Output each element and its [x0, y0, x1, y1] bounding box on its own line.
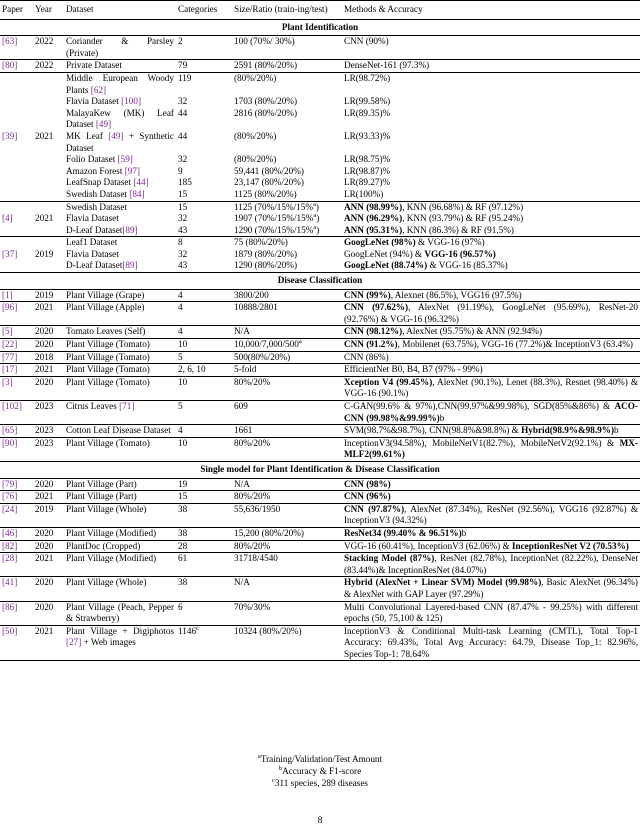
- cell-dataset: Plant Village (Grape): [66, 289, 145, 300]
- cell-paper: [63]: [2, 36, 18, 47]
- cell-methods: CNN (97.87%), AlexNet (87.34%), ResNet (92.56%), VGG16 (92.87%) & InceptionV3 (94.32%): [342, 503, 640, 527]
- table-row: [0, 201, 640, 213]
- table-row: [0, 249, 640, 261]
- cell-categories: 10: [176, 437, 232, 461]
- cell-year: 2020: [33, 339, 64, 352]
- cell-methods: LR(98.75)%: [344, 154, 391, 165]
- cell-size: 70%/30%: [232, 601, 342, 625]
- cell-year: 2020: [33, 577, 64, 601]
- cell-methods: C-GAN(99.6% & 97%),CNN(99.97%&99.98%), SGD(85%&86%) & ACO-CNN (99.98%&99.99%)b: [342, 401, 640, 425]
- cell-year: 2022: [33, 60, 64, 73]
- cell-size: 80%/20%: [232, 437, 342, 461]
- cell-paper: [102]: [0, 401, 33, 425]
- cell-year: 2023: [33, 425, 64, 438]
- cell-paper: [80]: [0, 60, 33, 73]
- cell-categories: 185: [178, 177, 192, 188]
- cell-dataset: Plant Village (Whole): [64, 503, 176, 527]
- cell-categories: 5: [176, 351, 232, 364]
- table-row: [0, 260, 640, 272]
- cell-size: 75 (80%/20%): [232, 237, 342, 249]
- cell-dataset: Plant Village (Tomato): [64, 376, 176, 400]
- header-categories: Categories: [178, 4, 218, 14]
- cell-categories: 44: [178, 107, 188, 118]
- cell-size: 2816 (80%/20%): [234, 107, 298, 118]
- cell-categories: 2: [178, 36, 183, 47]
- cell-size: 23,147 (80%/20%): [234, 177, 304, 188]
- cell-year: 2021: [33, 625, 64, 661]
- cell-dataset: D-Leaf Dataset[89]: [66, 224, 138, 235]
- cell-size: 15,200 (80%/20%): [232, 527, 342, 540]
- cell-size: (80%/20%): [234, 130, 277, 141]
- cell-categories: 15: [176, 201, 232, 213]
- cell-categories: 15: [178, 188, 188, 199]
- cell-size: 1290 (80%/20%): [234, 260, 298, 271]
- cell-size: 1125 (80%/20%): [234, 188, 297, 199]
- cell-paper: [90]: [0, 437, 33, 461]
- table-row: [0, 237, 640, 249]
- cell-categories: 9: [178, 165, 183, 176]
- table-row: [0, 478, 640, 491]
- header-paper: Paper: [2, 4, 23, 14]
- table-row: [0, 527, 640, 540]
- cell-methods: InceptionV3 & Conditional Multi-task Learning (CMTL), Total Top-1 Accuracy: 69.43%, Total Avg Accuracy: 64.79, Disease Top_1: 82.96%, Species Top-1: 78.64%: [342, 625, 640, 661]
- cell-methods: GoogLeNet (94%) & VGG-16 (96.57%): [344, 248, 496, 259]
- cell-categories: 4: [176, 425, 232, 438]
- table-row: [0, 131, 640, 154]
- cell-categories: 119: [176, 72, 232, 96]
- footnote-a: $^a$Training/Validation/Test Amount: [257, 752, 383, 764]
- cell-dataset: Plant Village (Part): [66, 478, 137, 489]
- cell-paper: [50]: [0, 625, 33, 661]
- cell-categories: 38: [176, 503, 232, 527]
- table-row: [0, 339, 640, 352]
- cell-categories: 6: [176, 601, 232, 625]
- cell-categories: 38: [176, 577, 232, 601]
- table-row: [0, 401, 640, 425]
- cell-methods: SVM(98.7%&98.7%), CNN(98.8%&98.8%) & Hybrid(98.9%&98.9%)b: [342, 425, 640, 438]
- cell-methods: LR(89.35)%: [344, 107, 391, 118]
- cell-dataset: PlantDoc (Cropped): [64, 540, 176, 553]
- footnote-c: $^c$311 species, 289 diseases: [272, 777, 368, 789]
- table-row: [0, 72, 640, 96]
- cell-categories: 32: [178, 96, 188, 107]
- cell-categories: 38: [176, 527, 232, 540]
- cell-methods: LR(93.33)%: [344, 130, 391, 141]
- cell-dataset: Citrus Leaves [71]: [64, 401, 176, 425]
- cell-categories: 4: [176, 326, 232, 339]
- cell-size: 59,441 (80%/20%): [234, 165, 304, 176]
- cell-dataset: Plant Village (Peach, Pepper & Strawberry): [64, 601, 176, 625]
- cell-methods: LR(98.87)%: [344, 165, 391, 176]
- cell-methods: Hybrid (AlexNet + Linear SVM) Model (99.98%), Basic AlexNet (96.34%) & AlexNet with GAP Layer (97.29%): [342, 577, 640, 601]
- cell-methods: CNN (99%), Alexnet (86.5%), VGG16 (97.5%): [344, 289, 522, 300]
- cell-year: 2019: [35, 289, 54, 300]
- cell-categories: 10: [176, 339, 232, 352]
- cell-year: 2020: [35, 478, 54, 489]
- cell-methods: ANN (95.31%), KNN (86.3%) & RF (91.5%): [344, 224, 514, 235]
- section-title: Single model for Plant Identification & Disease Classification: [0, 461, 640, 478]
- cell-size: 80%/20%: [232, 540, 342, 553]
- cell-dataset: Plant Village (Tomato): [64, 364, 176, 377]
- table-row: [0, 601, 640, 625]
- table-row: [0, 289, 640, 302]
- section-header-row: [0, 273, 640, 290]
- table-row: [0, 503, 640, 527]
- footnote-b: $^b$Accuracy & F1-score: [278, 765, 362, 777]
- cell-methods: ResNet34 (99.40% & 96.51%)b: [342, 527, 640, 540]
- cell-size: 80%/20%: [232, 491, 342, 504]
- cell-year: [33, 96, 64, 108]
- cell-size: 100 (70%/ 30%): [234, 36, 295, 47]
- cell-size: 80%/20%: [232, 376, 342, 400]
- cell-year: [33, 166, 64, 178]
- cell-paper: [76]: [0, 491, 33, 504]
- table-row: [0, 491, 640, 504]
- page-number: 8: [317, 815, 323, 825]
- cell-year: 2021: [33, 491, 64, 504]
- cell-paper: [82]: [0, 540, 33, 553]
- cell-categories: 43: [178, 260, 188, 271]
- cell-paper: [0, 189, 33, 201]
- table-row: [0, 302, 640, 326]
- cell-methods: CNN (90%): [344, 36, 389, 47]
- cell-year: 2023: [33, 437, 64, 461]
- table-row: [0, 326, 640, 339]
- table-row: [0, 189, 640, 201]
- cell-categories: 2, 6, 10: [176, 364, 232, 377]
- cell-dataset: Plant Village (Tomato): [64, 339, 176, 352]
- cell-size: (80%/20%): [232, 72, 342, 96]
- cell-paper: [77]: [0, 351, 33, 364]
- cell-paper: [28]: [0, 553, 33, 577]
- cell-paper: [39]: [2, 130, 18, 141]
- cell-dataset: MalayaKew (MK) Leaf Dataset [49]: [66, 107, 174, 130]
- cell-categories: 44: [178, 130, 188, 141]
- cell-categories: 79: [176, 60, 232, 73]
- cell-dataset: Leaf1 Dataset: [64, 237, 176, 249]
- cell-dataset: Flavia Dataset: [66, 213, 119, 224]
- cell-paper: [0, 237, 33, 249]
- cell-size: 2591 (80%/20%): [232, 60, 342, 73]
- cell-methods: LR(98.72%): [342, 72, 640, 96]
- cell-dataset: Plant Village (Apple): [64, 302, 176, 326]
- cell-size: 1290 (70%/15%/15%$^a$): [234, 223, 320, 235]
- cell-dataset: Private Dataset: [64, 60, 176, 73]
- cell-year: [33, 154, 64, 166]
- cell-methods: CNN (96%): [342, 491, 640, 504]
- cell-year: 2021: [35, 130, 54, 141]
- cell-size: 10,000/7,000/500$^a$: [232, 339, 342, 352]
- cell-paper: [37]: [2, 248, 18, 259]
- table-body: [0, 19, 640, 661]
- cell-dataset: Tomato Leaves (Self): [64, 326, 176, 339]
- cell-categories: 32: [178, 213, 188, 224]
- cell-size: 3800/200: [234, 289, 269, 300]
- cell-methods: LR(89.27)%: [344, 177, 391, 188]
- cell-dataset: Plant Village (Modified): [64, 527, 176, 540]
- cell-methods: CNN (97.62%), AlexNet (91.19%), GoogLeNet (95.69%), ResNet-20 (92.76%) & VGG-16 (96.32%): [342, 302, 640, 326]
- cell-methods: EfficientNet B0, B4, B7 (97% - 99%): [342, 364, 640, 377]
- cell-paper: [46]: [0, 527, 33, 540]
- table-row: [0, 376, 640, 400]
- cell-paper: [24]: [0, 503, 33, 527]
- table-row: [0, 351, 640, 364]
- cell-categories: 5: [176, 401, 232, 425]
- cell-categories: 10: [176, 376, 232, 400]
- table-header-row: [0, 1, 640, 20]
- table-row: [0, 225, 640, 237]
- cell-year: 2019: [35, 248, 54, 259]
- cell-year: [33, 189, 64, 201]
- cell-paper: [0, 225, 33, 237]
- cell-size: 10324 (80%/20%): [232, 625, 342, 661]
- cell-paper: [3]: [0, 376, 33, 400]
- cell-size: 1661: [232, 425, 342, 438]
- cell-year: 2021: [33, 302, 64, 326]
- section-header-row: [0, 19, 640, 36]
- cell-paper: [17]: [0, 364, 33, 377]
- cell-dataset: Swedish Dataset [84]: [66, 188, 145, 199]
- cell-size: (80%/20%): [234, 154, 277, 165]
- header-year: Year: [35, 4, 52, 14]
- section-header-row: [0, 461, 640, 478]
- cell-methods: ANN (98.99%), KNN (96.68%) & RF (97.12%): [342, 201, 640, 213]
- footnotes: [0, 753, 640, 790]
- table-row: [0, 425, 640, 438]
- cell-categories: 1146$^c$: [176, 625, 232, 661]
- cell-paper: [0, 166, 33, 178]
- cell-size: 609: [232, 401, 342, 425]
- cell-paper: [1]: [2, 289, 13, 300]
- cell-paper: [65]: [0, 425, 33, 438]
- cell-year: 2023: [33, 401, 64, 425]
- cell-paper: [0, 108, 33, 131]
- cell-paper: [0, 260, 33, 272]
- cell-size: 31718/4540: [232, 553, 342, 577]
- cell-size: N/A: [232, 577, 342, 601]
- cell-methods: GoogLeNet (88.74%) & VGG-16 (85.37%): [344, 260, 508, 271]
- cell-year: 2020: [33, 540, 64, 553]
- cell-year: [33, 237, 64, 249]
- cell-year: 2020: [33, 527, 64, 540]
- header-dataset: Dataset: [66, 4, 94, 14]
- cell-size: 1879 (80%/20%): [234, 248, 298, 259]
- cell-year: 2018: [33, 351, 64, 364]
- cell-size: N/A: [232, 326, 342, 339]
- cell-methods: CNN (98.12%), AlexNet (95.75%) & ANN (92.94%): [342, 326, 640, 339]
- cell-size: 1703 (80%/20%): [234, 96, 298, 107]
- table-row: [0, 437, 640, 461]
- table-row: [0, 213, 640, 225]
- cell-year: 2020: [33, 326, 64, 339]
- cell-dataset: Middle European Woody Plants [62]: [66, 72, 174, 95]
- cell-paper: [0, 72, 33, 96]
- cell-dataset: Coriander & Parsley (Private): [66, 36, 174, 58]
- cell-methods: InceptionV3(94.58%), MobileNetV1(82.7%), MobileNetV2(92.1%) & MX-MLF2(99.61%): [342, 437, 640, 461]
- table-row: [0, 577, 640, 601]
- table-row: [0, 108, 640, 131]
- cell-categories: 4: [178, 289, 183, 300]
- cell-methods: GoogLeNet (98%) & VGG-16 (97%): [342, 237, 640, 249]
- cell-methods: Xception V4 (99.45%), AlexNet (90.1%), Lenet (88.3%), Resnet (98.40%) & VGG-16 (90.1%): [342, 376, 640, 400]
- cell-methods: VGG-16 (60.41%), InceptionV3 (62.06%) & InceptionResNet V2 (70.53%): [342, 540, 640, 553]
- cell-dataset: LeafSnap Dataset [44]: [66, 177, 149, 188]
- cell-paper: [0, 154, 33, 166]
- cell-year: 2019: [33, 503, 64, 527]
- cell-paper: [22]: [0, 339, 33, 352]
- cell-year: 2021: [35, 213, 54, 224]
- cell-paper: [0, 201, 33, 213]
- table-row: [0, 166, 640, 178]
- table-row: [0, 364, 640, 377]
- cell-dataset: Amazon Forest [97]: [66, 165, 140, 176]
- cell-categories: 43: [178, 224, 188, 235]
- cell-categories: 19: [178, 478, 188, 489]
- cell-year: [33, 177, 64, 189]
- cell-dataset: Plant Village (Whole): [64, 577, 176, 601]
- table-row: [0, 540, 640, 553]
- cell-size: 5-fold: [232, 364, 342, 377]
- header-methods: Methods & Accuracy: [344, 4, 423, 14]
- cell-dataset: Plant Village (Modified): [64, 553, 176, 577]
- cell-paper: [96]: [0, 302, 33, 326]
- cell-categories: 61: [176, 553, 232, 577]
- cell-methods: CNN (98%): [344, 478, 391, 489]
- header-size-ratio: Size/Ratio (train-ing/test): [234, 4, 328, 14]
- cell-size: 500(80%/20%): [232, 351, 342, 364]
- cell-methods: CNN (86%): [342, 351, 640, 364]
- cell-year: [33, 72, 64, 96]
- cell-year: [33, 225, 64, 237]
- cell-paper: [5]: [0, 326, 33, 339]
- table-row: [0, 177, 640, 189]
- cell-year: [33, 108, 64, 131]
- cell-year: 2021: [33, 364, 64, 377]
- cell-methods: LR(100%): [344, 188, 384, 199]
- table-row: [0, 553, 640, 577]
- cell-dataset: Plant Village (Tomato): [64, 351, 176, 364]
- cell-year: 2022: [35, 36, 54, 47]
- cell-dataset: Flavia Dataset [100]: [66, 96, 142, 107]
- cell-methods: Multi Convolutional Layered-based CNN (87.47% - 99.25%) with different epochs (50, 75,100 & 125): [342, 601, 640, 625]
- cell-paper: [0, 96, 33, 108]
- cell-paper: [41]: [0, 577, 33, 601]
- cell-paper: [86]: [0, 601, 33, 625]
- cell-year: 2020: [33, 376, 64, 400]
- table-row: [0, 154, 640, 166]
- cell-dataset: MK Leaf [49] + Synthetic Dataset: [66, 130, 174, 153]
- cell-dataset: Folio Dataset [59]: [66, 154, 133, 165]
- cell-categories: 8: [176, 237, 232, 249]
- cell-size: 10888/2801: [232, 302, 342, 326]
- table-row: [0, 625, 640, 661]
- cell-year: [33, 260, 64, 272]
- cell-categories: 15: [176, 491, 232, 504]
- section-title: Plant Identification: [0, 19, 640, 36]
- cell-categories: 28: [176, 540, 232, 553]
- cell-methods: LR(99.58%): [344, 96, 391, 107]
- cell-year: 2021: [33, 553, 64, 577]
- section-title: Disease Classification: [0, 273, 640, 290]
- cell-methods: ANN (96.29%), KNN (93.79%) & RF (95.24%): [344, 213, 524, 224]
- cell-paper: [4]: [2, 213, 13, 224]
- cell-dataset: Cotton Leaf Disease Dataset: [64, 425, 176, 438]
- cell-methods: DenseNet-161 (97.3%): [342, 60, 640, 73]
- cell-dataset: Swedish Dataset: [64, 201, 176, 213]
- cell-year: [33, 201, 64, 213]
- cell-categories: 32: [178, 248, 188, 259]
- cell-categories: 4: [176, 302, 232, 326]
- cell-dataset: Plant Village + Digiphotos [27] + Web images: [64, 625, 176, 661]
- cell-dataset: Plant Village (Tomato): [64, 437, 176, 461]
- cell-size: 1125 (70%/15%/15%$^a$): [232, 201, 342, 213]
- table-row: [0, 96, 640, 108]
- cell-categories: 32: [178, 154, 188, 165]
- cell-size: 1907 (70%/15%/15%$^a$): [234, 212, 320, 224]
- cell-size: N/A: [234, 478, 250, 489]
- cell-size: 55,636/1950: [232, 503, 342, 527]
- cell-paper: [0, 177, 33, 189]
- cell-methods: CNN (91.2%), Mobilenet (63.75%), VGG-16 (77.2%)& InceptionV3 (63.4%): [342, 339, 640, 352]
- cell-paper: [79]: [2, 478, 18, 489]
- cell-dataset: Plant Village (Part): [64, 491, 176, 504]
- cell-dataset: D-Leaf Dataset[89]: [66, 260, 138, 271]
- cell-methods: Stacking Model (87%), ResNet (82.78%), InceptionNet (82.22%), DenseNet (83.44%)& InceptionResNet (84.07%): [342, 553, 640, 577]
- table-row: [0, 60, 640, 73]
- cell-year: 2020: [33, 601, 64, 625]
- cell-dataset: Flavia Dataset: [66, 248, 119, 259]
- table-row: [0, 36, 640, 60]
